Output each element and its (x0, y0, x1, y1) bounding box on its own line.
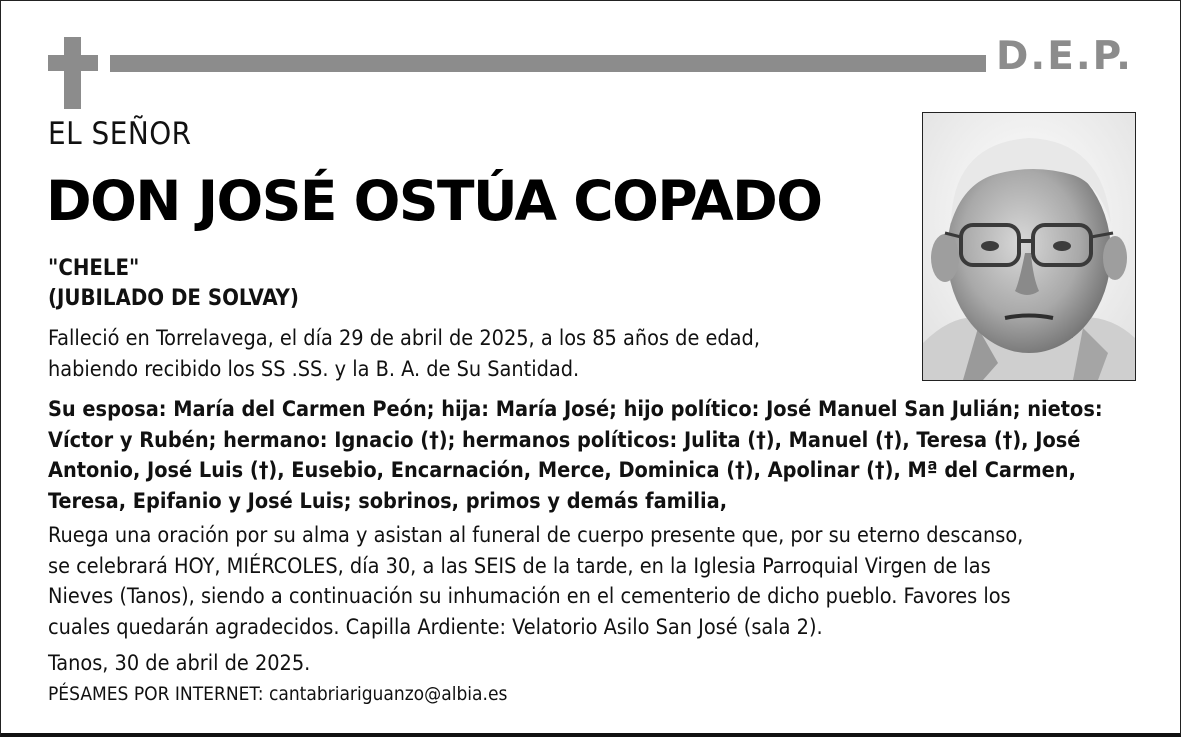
funeral-line: Nieves (Tanos), siendo a continuación su inhumación en el cementerio de dicho pueblo. Favores los (48, 584, 1011, 609)
funeral-notice (48, 521, 1148, 643)
funeral-line: Ruega una oración por su alma y asistan al funeral de cuerpo presente que, por su eterno descanso, (48, 523, 1024, 548)
place-date-text: Tanos, 30 de abril de 2025. (48, 651, 311, 676)
nickname: "CHELE" (48, 256, 140, 281)
family-line: Víctor y Rubén; hermano: Ignacio (†); hermanos políticos: Julita (†), Manuel (†), Teresa (†), José (48, 427, 1081, 453)
occupation: (JUBILADO DE SOLVAY) (48, 286, 299, 311)
cross-icon (48, 37, 98, 109)
family-line: Teresa, Epifanio y José Luis; sobrinos, primos y demás familia, (48, 488, 728, 514)
family-line: Antonio, José Luis (†), Eusebio, Encarnación, Merce, Dominica (†), Apolinar (†), Mª del Carmen, (48, 458, 1076, 483)
death-notice (48, 324, 1148, 385)
dep-label: D.E.P. (996, 34, 1133, 79)
family-list (48, 395, 1148, 517)
honorific: EL SEÑOR (48, 116, 192, 152)
condolences-line: PÉSAMES POR INTERNET: cantabriariguanzo@albia.es (48, 683, 508, 705)
deceased-name: DON JOSÉ OSTÚA COPADO (46, 169, 822, 233)
funeral-line: cuales quedarán agradecidos. Capilla Ardiente: Velatorio Asilo San José (sala 2). (48, 614, 823, 640)
family-line: Su esposa: María del Carmen Peón; hija: María José; hijo político: José Manuel San Julián; nietos: (48, 397, 1103, 422)
funeral-line: se celebrará HOY, MIÉRCOLES, día 30, a las SEIS de la tarde, en la Iglesia Parroquial Virgen de las (48, 553, 991, 579)
header-rule (110, 55, 986, 72)
death-notice-line: habiendo recibido los SS .SS. y la B. A. de Su Santidad. (48, 356, 580, 382)
place-date (48, 649, 1148, 680)
death-notice-line: Falleció en Torrelavega, el día 29 de abril de 2025, a los 85 años de edad, (48, 326, 760, 351)
